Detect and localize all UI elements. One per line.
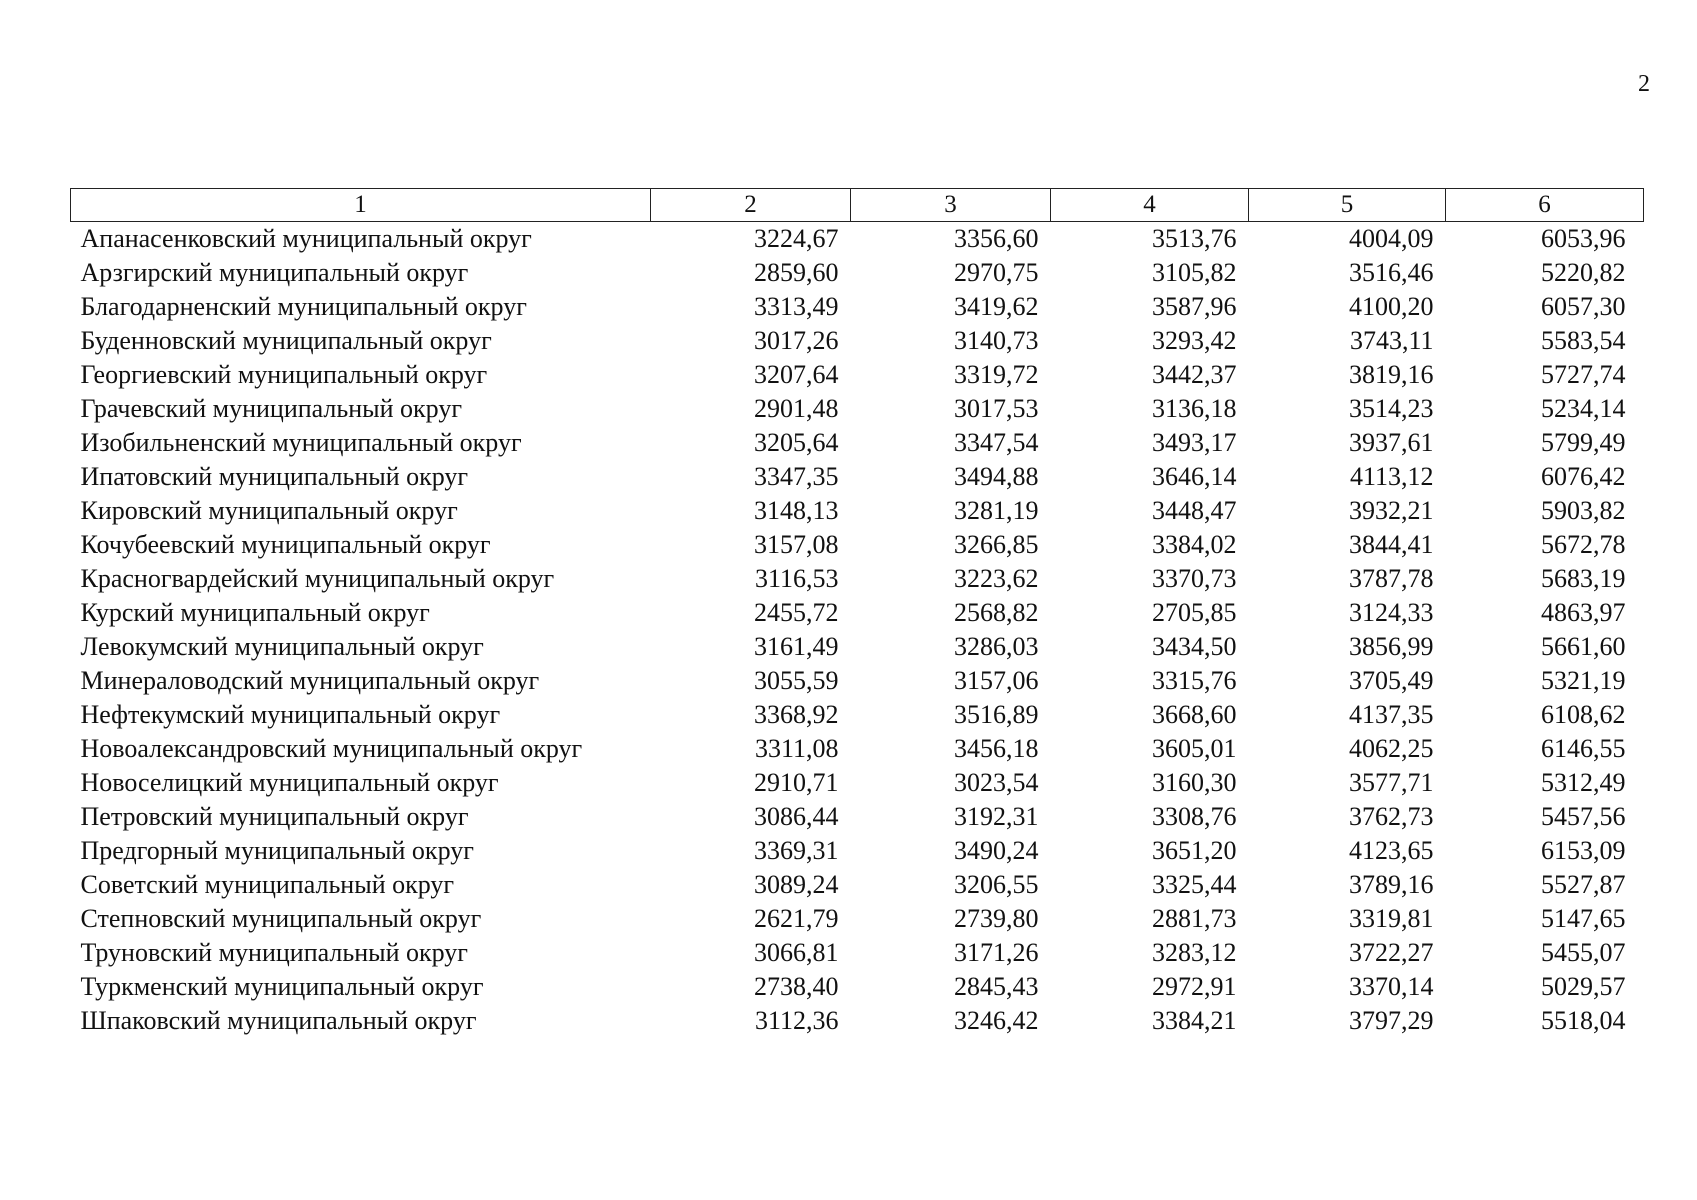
value-cell-col-6: 4863,97 (1541, 598, 1626, 627)
district-name-cell: Курский муниципальный округ (80, 598, 430, 627)
value-cell-col-2: 3116,53 (754, 564, 839, 593)
value-cell-col-6: 5321,19 (1541, 666, 1626, 695)
value-cell-col-4: 2705,85 (1152, 598, 1237, 627)
value-cell-col-4: 3605,01 (1152, 734, 1237, 763)
table-row (71, 902, 1644, 936)
district-name-cell: Кировский муниципальный округ (80, 496, 458, 525)
data-table (70, 188, 1644, 1038)
value-cell-col-3: 3206,55 (954, 870, 1039, 899)
value-cell-col-2: 3205,64 (754, 428, 839, 457)
value-cell-col-3: 2568,82 (954, 598, 1039, 627)
value-cell-col-6: 5457,56 (1541, 802, 1626, 831)
table-row (71, 1004, 1644, 1038)
value-cell-col-2: 3347,35 (754, 462, 839, 491)
value-cell-col-2: 2621,79 (754, 904, 839, 933)
district-name-cell: Нефтекумский муниципальный округ (80, 700, 501, 729)
value-cell-col-6: 6057,30 (1541, 292, 1626, 321)
district-name-cell: Красногвардейский муниципальный округ (80, 564, 555, 593)
table-row (71, 290, 1644, 324)
value-cell-col-2: 3224,67 (754, 224, 839, 253)
table-row (71, 800, 1644, 834)
value-cell-col-2: 3148,13 (754, 496, 839, 525)
column-header-2: 2 (651, 189, 851, 222)
value-cell-col-4: 2881,73 (1152, 904, 1237, 933)
value-cell-col-4: 3668,60 (1152, 700, 1237, 729)
value-cell-col-6: 5661,60 (1541, 632, 1626, 661)
value-cell-col-4: 3308,76 (1152, 802, 1237, 831)
value-cell-col-5: 4100,20 (1349, 292, 1434, 321)
value-cell-col-4: 3105,82 (1152, 258, 1237, 287)
value-cell-col-3: 3223,62 (954, 564, 1039, 593)
value-cell-col-2: 3157,08 (754, 530, 839, 559)
value-cell-col-5: 3705,49 (1349, 666, 1434, 695)
value-cell-col-6: 5583,54 (1541, 326, 1626, 355)
value-cell-col-3: 3490,24 (954, 836, 1039, 865)
district-name-cell: Кочубеевский муниципальный округ (80, 530, 491, 559)
value-cell-col-6: 6076,42 (1541, 462, 1626, 491)
value-cell-col-4: 3493,17 (1152, 428, 1237, 457)
value-cell-col-2: 3161,49 (754, 632, 839, 661)
value-cell-col-4: 3434,50 (1152, 632, 1237, 661)
value-cell-col-5: 3743,11 (1349, 326, 1434, 355)
value-cell-col-6: 5455,07 (1541, 938, 1626, 967)
value-cell-col-2: 3086,44 (754, 802, 839, 831)
district-name-cell: Петровский муниципальный округ (80, 802, 469, 831)
value-cell-col-5: 3762,73 (1349, 802, 1434, 831)
district-name-cell: Левокумский муниципальный округ (80, 632, 484, 661)
district-name-cell: Труновский муниципальный округ (80, 938, 468, 967)
value-cell-col-2: 3066,81 (754, 938, 839, 967)
value-cell-col-3: 3017,53 (954, 394, 1039, 423)
value-cell-col-2: 3055,59 (754, 666, 839, 695)
value-cell-col-5: 3124,33 (1349, 598, 1434, 627)
value-cell-col-5: 3844,41 (1349, 530, 1434, 559)
value-cell-col-6: 6053,96 (1541, 224, 1626, 253)
value-cell-col-4: 3448,47 (1152, 496, 1237, 525)
value-cell-col-4: 3370,73 (1152, 564, 1237, 593)
district-name-cell: Изобильненский муниципальный округ (80, 428, 522, 457)
table-row (71, 528, 1644, 562)
value-cell-col-6: 5147,65 (1541, 904, 1626, 933)
value-cell-col-3: 3171,26 (954, 938, 1039, 967)
value-cell-col-4: 3513,76 (1152, 224, 1237, 253)
value-cell-col-6: 5672,78 (1541, 530, 1626, 559)
district-name-cell: Предгорный муниципальный округ (80, 836, 474, 865)
value-cell-col-4: 3384,02 (1152, 530, 1237, 559)
value-cell-col-2: 3207,64 (754, 360, 839, 389)
table-row (71, 494, 1644, 528)
district-name-cell: Георгиевский муниципальный округ (80, 360, 488, 389)
value-cell-col-6: 6146,55 (1541, 734, 1626, 763)
value-cell-col-4: 3325,44 (1152, 870, 1237, 899)
value-cell-col-5: 4004,09 (1349, 224, 1434, 253)
value-cell-col-3: 3246,42 (954, 1006, 1039, 1035)
value-cell-col-3: 3419,62 (954, 292, 1039, 321)
value-cell-col-4: 3442,37 (1152, 360, 1237, 389)
value-cell-col-5: 4062,25 (1349, 734, 1434, 763)
value-cell-col-6: 5029,57 (1541, 972, 1626, 1001)
page-number: 2 (1638, 71, 1650, 97)
district-name-cell: Ипатовский муниципальный округ (80, 462, 469, 491)
value-cell-col-2: 2910,71 (754, 768, 839, 797)
value-cell-col-5: 3787,78 (1349, 564, 1434, 593)
value-cell-col-5: 3370,14 (1349, 972, 1434, 1001)
value-cell-col-2: 3313,49 (754, 292, 839, 321)
table-row (71, 936, 1644, 970)
table-row (71, 358, 1644, 392)
value-cell-col-3: 3356,60 (954, 224, 1039, 253)
district-name-cell: Буденновский муниципальный округ (80, 326, 492, 355)
header-row (71, 189, 1644, 222)
table-row (71, 664, 1644, 698)
table-row (71, 766, 1644, 800)
value-cell-col-3: 3494,88 (954, 462, 1039, 491)
value-cell-col-6: 5683,19 (1541, 564, 1626, 593)
value-cell-col-4: 3384,21 (1152, 1006, 1237, 1035)
value-cell-col-6: 6108,62 (1541, 700, 1626, 729)
value-cell-col-3: 2739,80 (954, 904, 1039, 933)
value-cell-col-2: 2455,72 (754, 598, 839, 627)
column-header-5: 5 (1249, 189, 1446, 222)
value-cell-col-3: 3456,18 (954, 734, 1039, 763)
value-cell-col-3: 3023,54 (954, 768, 1039, 797)
value-cell-col-5: 3722,27 (1349, 938, 1434, 967)
table-row (71, 324, 1644, 358)
value-cell-col-3: 2845,43 (954, 972, 1039, 1001)
value-cell-col-3: 3192,31 (954, 802, 1039, 831)
table-body (71, 222, 1644, 1039)
value-cell-col-2: 2738,40 (754, 972, 839, 1001)
value-cell-col-3: 3266,85 (954, 530, 1039, 559)
value-cell-col-5: 3516,46 (1349, 258, 1434, 287)
table-row (71, 426, 1644, 460)
value-cell-col-2: 3112,36 (754, 1006, 839, 1035)
district-name-cell: Благодарненский муниципальный округ (80, 292, 527, 321)
table-row (71, 970, 1644, 1004)
value-cell-col-3: 2970,75 (954, 258, 1039, 287)
value-cell-col-4: 3293,42 (1152, 326, 1237, 355)
value-cell-col-2: 3017,26 (754, 326, 839, 355)
value-cell-col-5: 4123,65 (1349, 836, 1434, 865)
table-header (71, 189, 1644, 222)
district-name-cell: Степновский муниципальный округ (80, 904, 482, 933)
value-cell-col-5: 4113,12 (1349, 462, 1434, 491)
value-cell-col-4: 3160,30 (1152, 768, 1237, 797)
district-name-cell: Шпаковский муниципальный округ (80, 1006, 477, 1035)
district-name-cell: Арзгирский муниципальный округ (80, 258, 469, 287)
district-name-cell: Новоалександровский муниципальный округ (80, 734, 583, 763)
table-row (71, 562, 1644, 596)
data-table-container (70, 188, 1643, 1038)
value-cell-col-6: 5220,82 (1541, 258, 1626, 287)
district-name-cell: Апанасенковский муниципальный округ (80, 224, 532, 253)
column-header-1: 1 (71, 189, 651, 222)
value-cell-col-2: 2859,60 (754, 258, 839, 287)
value-cell-col-2: 3089,24 (754, 870, 839, 899)
value-cell-col-6: 5727,74 (1541, 360, 1626, 389)
value-cell-col-4: 3646,14 (1152, 462, 1237, 491)
value-cell-col-5: 3856,99 (1349, 632, 1434, 661)
value-cell-col-3: 3157,06 (954, 666, 1039, 695)
value-cell-col-4: 3315,76 (1152, 666, 1237, 695)
value-cell-col-2: 3368,92 (754, 700, 839, 729)
value-cell-col-5: 3819,16 (1349, 360, 1434, 389)
value-cell-col-6: 5527,87 (1541, 870, 1626, 899)
value-cell-col-4: 3136,18 (1152, 394, 1237, 423)
table-row (71, 392, 1644, 426)
district-name-cell: Грачевский муниципальный округ (80, 394, 463, 423)
value-cell-col-6: 5312,49 (1541, 768, 1626, 797)
value-cell-col-2: 3311,08 (754, 734, 839, 763)
value-cell-col-3: 3347,54 (954, 428, 1039, 457)
value-cell-col-6: 5234,14 (1541, 394, 1626, 423)
value-cell-col-5: 3514,23 (1349, 394, 1434, 423)
value-cell-col-3: 3319,72 (954, 360, 1039, 389)
value-cell-col-5: 3789,16 (1349, 870, 1434, 899)
column-header-4: 4 (1051, 189, 1249, 222)
value-cell-col-2: 3369,31 (754, 836, 839, 865)
value-cell-col-3: 3140,73 (954, 326, 1039, 355)
value-cell-col-6: 6153,09 (1541, 836, 1626, 865)
table-row (71, 834, 1644, 868)
value-cell-col-5: 3577,71 (1349, 768, 1434, 797)
value-cell-col-5: 3797,29 (1349, 1006, 1434, 1035)
value-cell-col-4: 2972,91 (1152, 972, 1237, 1001)
table-row (71, 868, 1644, 902)
value-cell-col-5: 4137,35 (1349, 700, 1434, 729)
table-row (71, 596, 1644, 630)
value-cell-col-5: 3932,21 (1349, 496, 1434, 525)
district-name-cell: Новоселицкий муниципальный округ (80, 768, 499, 797)
table-row (71, 698, 1644, 732)
district-name-cell: Туркменский муниципальный округ (80, 972, 484, 1001)
value-cell-col-3: 3516,89 (954, 700, 1039, 729)
value-cell-col-6: 5518,04 (1541, 1006, 1626, 1035)
value-cell-col-6: 5903,82 (1541, 496, 1626, 525)
value-cell-col-5: 3319,81 (1349, 904, 1434, 933)
table-row (71, 732, 1644, 766)
value-cell-col-4: 3283,12 (1152, 938, 1237, 967)
table-row (71, 460, 1644, 494)
column-header-3: 3 (851, 189, 1051, 222)
column-header-6: 6 (1446, 189, 1644, 222)
table-row (71, 222, 1644, 257)
value-cell-col-2: 2901,48 (754, 394, 839, 423)
district-name-cell: Советский муниципальный округ (80, 870, 455, 899)
table-row (71, 256, 1644, 290)
value-cell-col-3: 3281,19 (954, 496, 1039, 525)
value-cell-col-3: 3286,03 (954, 632, 1039, 661)
value-cell-col-6: 5799,49 (1541, 428, 1626, 457)
district-name-cell: Минераловодский муниципальный округ (80, 666, 540, 695)
value-cell-col-4: 3587,96 (1152, 292, 1237, 321)
value-cell-col-4: 3651,20 (1152, 836, 1237, 865)
value-cell-col-5: 3937,61 (1349, 428, 1434, 457)
table-row (71, 630, 1644, 664)
